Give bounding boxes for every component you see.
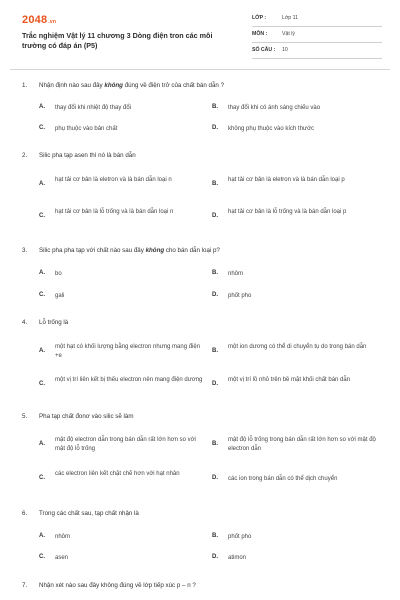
site-logo[interactable]	[22, 14, 56, 26]
question-text-pre: Trong các chất sau, tạp chất nhận là	[39, 510, 139, 517]
meta-row-subject	[252, 30, 382, 43]
option-text: phụ thuộc vào bản chất	[55, 126, 118, 132]
question-number: 7.	[22, 582, 28, 589]
question-text-pre: Nhận định nào sau đây	[39, 82, 105, 89]
question-text-pre: Nhận xét nào sau đây không đúng về lớp tiếp xúc p – n ?	[39, 582, 196, 589]
option-letter: A.	[39, 270, 45, 276]
header	[22, 14, 382, 58]
question-number: 5.	[22, 413, 28, 420]
option-text: thay đổi khi có ánh sáng chiếu vào	[228, 105, 321, 111]
meta-key: MÔN :	[252, 31, 268, 37]
option-letter: B.	[212, 270, 218, 276]
option-text: phốt pho	[228, 293, 252, 299]
question-text-pre: Silic pha tạp asen thì nó là bán dẫn	[39, 152, 136, 159]
option-text: nhôm	[228, 271, 244, 277]
question-text-pre: Pha tạp chất đonơ vào silic sẽ làm	[39, 413, 134, 420]
question-text	[39, 510, 139, 517]
option-letter: D.	[212, 475, 218, 481]
option-text: atimon	[228, 555, 247, 561]
question-text-pre: Silic pha pha tạp với chất nào sau đây	[39, 247, 146, 254]
question-header	[22, 247, 382, 259]
question-text-pre: Lỗ trống là	[39, 319, 69, 326]
option-text: hạt tải cơ bản là lỗ trống và là bán dẫn loại p	[228, 209, 347, 215]
option-letter: C.	[39, 213, 45, 219]
option-letter: A.	[39, 441, 45, 447]
question-text-post: đúng về điện trở của chất bán dẫn ?	[122, 82, 225, 89]
option-text: các ion trong bán dẫn có thể dịch chuyển	[228, 476, 338, 482]
option-letter: B.	[212, 104, 218, 110]
option-text: hạt tải cơ bản là eletron và là bán dẫn loại p	[228, 177, 345, 183]
option-letter: C.	[39, 554, 45, 560]
option-letter: B.	[212, 533, 218, 539]
meta-row-count	[252, 46, 382, 59]
option-letter: C.	[39, 475, 45, 481]
question-1	[22, 82, 382, 142]
option-text: gali	[55, 293, 65, 299]
question-header	[22, 152, 382, 164]
option-letter: A.	[39, 181, 45, 187]
header-divider	[10, 69, 390, 70]
meta-key: LỚP :	[252, 15, 267, 21]
option-letter: B.	[212, 181, 218, 187]
question-header	[22, 510, 382, 522]
option-text: hạt tải cơ bản là lỗ trống và là bán dẫn loại n	[55, 209, 174, 215]
option-letter: C.	[39, 125, 45, 131]
question-number: 2.	[22, 152, 28, 159]
question-header	[22, 319, 382, 331]
option-letter: D.	[212, 381, 218, 387]
meta-info	[252, 14, 382, 62]
question-header	[22, 413, 382, 425]
question-text	[39, 319, 68, 326]
logo-tld: .vn	[48, 19, 57, 25]
option-text: một vị trí lồ nhỏ trên bề mặt khối chất bán dẫn	[228, 377, 351, 383]
question-5	[22, 413, 382, 497]
question-number: 1.	[22, 82, 28, 89]
question-4	[22, 319, 382, 401]
option-text: bo	[55, 271, 62, 277]
option-letter: C.	[39, 292, 45, 298]
option-text: một vị trí liên kết bị thếu electron nên mang điện dương	[55, 377, 203, 383]
option-text: phốt pho	[228, 534, 252, 540]
question-6	[22, 510, 382, 572]
option-text: không phụ thuộc vào kích thước	[228, 126, 315, 132]
option-text: nhôm	[55, 534, 71, 540]
option-letter: D.	[212, 292, 218, 298]
question-text-emphasis: không	[145, 247, 165, 254]
option-text: hạt tải cơ bản là eletron và là bán dẫn loại n	[55, 177, 172, 183]
question-text	[39, 247, 220, 254]
question-7	[22, 582, 382, 596]
question-text	[39, 582, 196, 589]
question-header	[22, 582, 382, 594]
meta-key: SỐ CÂU :	[252, 47, 276, 53]
question-number: 3.	[22, 247, 28, 254]
option-text: thay đổi khi nhiệt độ thay đổi	[55, 105, 132, 111]
meta-row-class	[252, 14, 382, 27]
question-text-emphasis: không	[104, 82, 123, 89]
question-3	[22, 247, 382, 307]
option-letter: A.	[39, 348, 45, 354]
option-letter: D.	[212, 125, 218, 131]
option-text: các electron liên kết chặt chẽ hơn với hạt nhân	[55, 471, 180, 477]
option-letter: A.	[39, 533, 45, 539]
option-letter: A.	[39, 104, 45, 110]
question-header	[22, 82, 382, 94]
question-number: 6.	[22, 510, 28, 517]
question-text	[39, 152, 136, 159]
option-text: một ion dương có thể di chuyển tụ do trong bán dẫn	[228, 344, 367, 350]
page-title: Trắc nghiệm Vật lý 11 chương 3 Dòng điện tron các môi trường có đáp án (P5)	[22, 31, 213, 50]
meta-value: Lớp 11	[282, 15, 298, 21]
question-number: 4.	[22, 319, 28, 326]
question-text-post: cho bán dẫn loại p?	[164, 247, 220, 254]
question-2	[22, 152, 382, 232]
option-letter: D.	[212, 554, 218, 560]
question-text	[39, 413, 134, 420]
option-letter: B.	[212, 348, 218, 354]
option-text: một hạt có khối lượng bằng electron nhưng mang điện +e	[55, 344, 201, 359]
logo-text: 2048	[22, 14, 48, 26]
option-text: mật độ lỗ trống trong bán dẫn rất lớn hơn so với mật độ electron dẫn	[228, 437, 376, 452]
option-text: asen	[55, 555, 69, 561]
meta-value: 10	[282, 47, 288, 53]
option-text: mật độ electron dẫn trong bán dẫn rất lớn hơn so với mật độ lỗ trống	[55, 437, 196, 452]
meta-value: Vật lý	[282, 31, 295, 37]
option-letter: D.	[212, 213, 218, 219]
option-letter: B.	[212, 441, 218, 447]
option-letter: C.	[39, 381, 45, 387]
question-text	[39, 82, 224, 89]
